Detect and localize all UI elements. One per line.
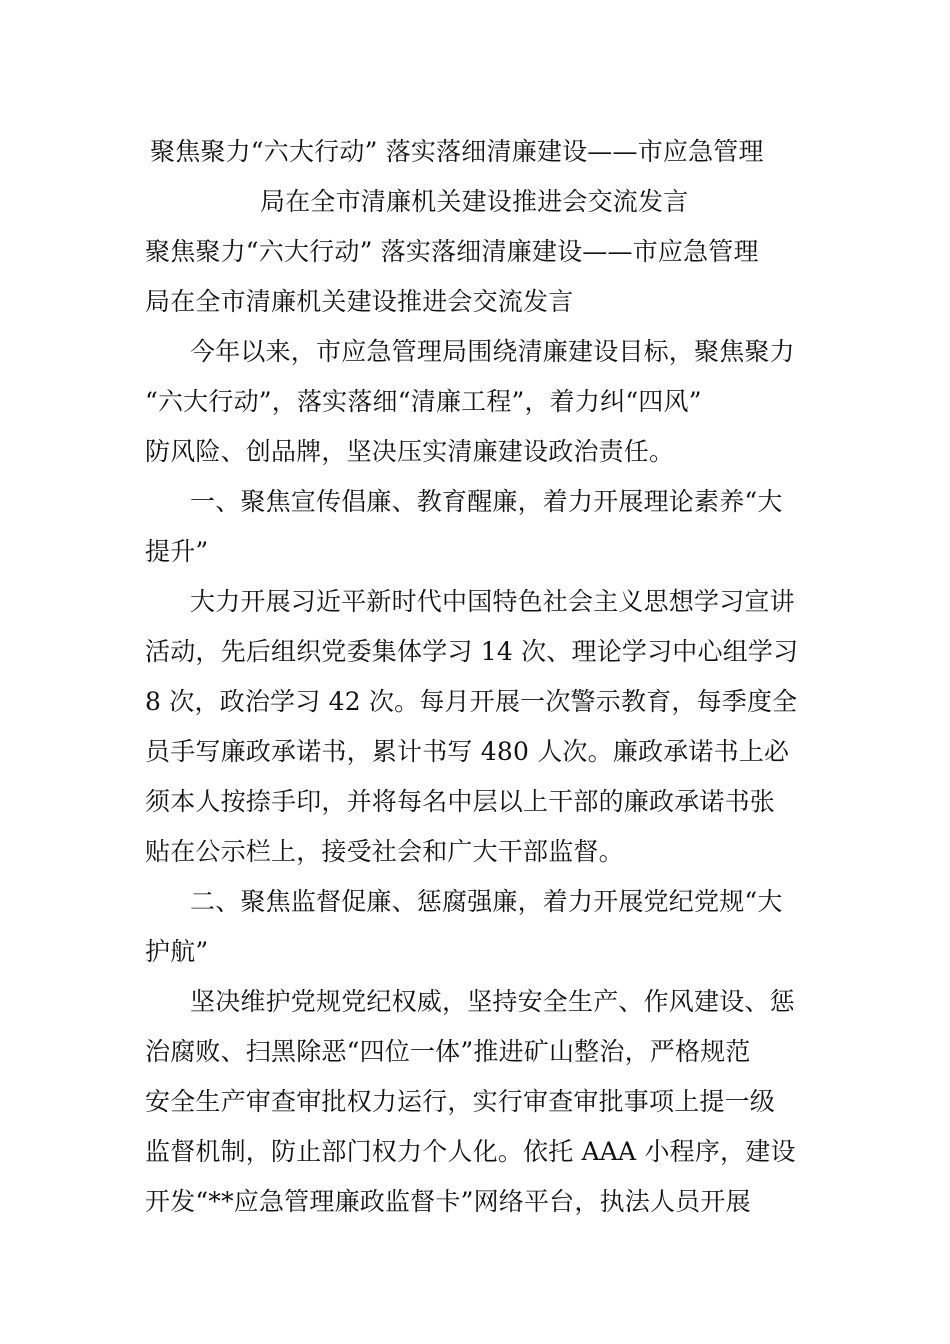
section-2-heading-line-1: 二、聚焦监督促廉、惩腐强廉，着力开展党纪党规“大: [190, 887, 783, 916]
paragraph-3-line-5: 开发“**应急管理廉政监督卡”网络平台，执法人员开展: [145, 1187, 751, 1216]
paragraph-2-line-2: 活动，先后组织党委集体学习 14 次、理论学习中心组学习: [145, 637, 799, 666]
document-subtitle-line-2: 局在全市清廉机关建设推进会交流发言: [145, 287, 574, 316]
section-2-heading-line-2: 护航”: [145, 937, 209, 966]
paragraph-1-line-2: “六大行动”，落实落细“清廉工程”，着力纠“四风”: [145, 387, 702, 416]
paragraph-3-line-3: 安全生产审查审批权力运行，实行审查审批事项上提一级: [145, 1087, 776, 1116]
section-1-heading-line-1: 一、聚焦宣传倡廉、教育醒廉，着力开展理论素养“大: [190, 487, 783, 516]
paragraph-2-line-3: 8 次，政治学习 42 次。每月开展一次警示教育，每季度全: [145, 687, 798, 716]
paragraph-1-line-1: 今年以来，市应急管理局围绕清廉建设目标，聚焦聚力: [190, 337, 795, 366]
paragraph-2-line-4: 员手写廉政承诺书，累计书写 480 人次。廉政承诺书上必: [145, 737, 790, 766]
document-title-line-2: 局在全市清廉机关建设推进会交流发言: [260, 187, 689, 216]
paragraph-3-line-1: 坚决维护党规党纪权威，坚持安全生产、作风建设、惩: [190, 987, 795, 1016]
document-title-line-1: 聚焦聚力“六大行动” 落实落细清廉建设——市应急管理: [150, 137, 764, 166]
paragraph-3-line-4: 监督机制，防止部门权力个人化。依托 AAA 小程序，建设: [145, 1137, 796, 1166]
paragraph-2-line-5: 须本人按捺手印，并将每名中层以上干部的廉政承诺书张: [145, 787, 776, 816]
paragraph-1-line-3: 防风险、创品牌，坚决压实清廉建设政治责任。: [145, 437, 675, 466]
paragraph-2-line-1: 大力开展习近平新时代中国特色社会主义思想学习宣讲: [190, 587, 795, 616]
paragraph-2-line-6: 贴在公示栏上，接受社会和广大干部监督。: [145, 837, 624, 866]
section-1-heading-line-2: 提升”: [145, 537, 209, 566]
document-subtitle-line-1: 聚焦聚力“六大行动” 落实落细清廉建设——市应急管理: [145, 237, 759, 266]
paragraph-3-line-2: 治腐败、扫黑除恶“四位一体”推进矿山整治，严格规范: [145, 1037, 751, 1066]
